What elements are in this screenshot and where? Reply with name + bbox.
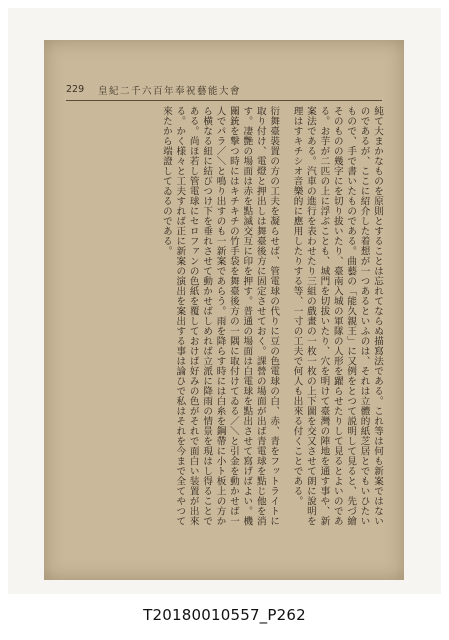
header-rule bbox=[66, 100, 382, 101]
image-caption: T20180010557_P262 bbox=[143, 606, 306, 624]
page-header bbox=[66, 84, 386, 104]
paragraph: 純て大まかなものを原則とすることは忘れてならぬ描寫法である。これ等は何も新案ではないのであるが、ここに紹介した着想が一つあるといふのは、それは立體的紙芝居とでもいひたいもので、手で書いたものである。曲藝の「能久親王」に又例をとつて説明して見ると、先づ繪そのものの幾字にを切り拔いたり、臺南入城の軍隊の人形を躍らせたりして見るとよいのである。お芋が二匹の上に浮ぶことも、城門を切拔いたり、穴を明けて臺灣の陣地を通す事や、新案法である。汽車の進行を表わせたり三組の戲畫の一枚一枚の上下圖を交又させて朗に說明を理はすキチシオ音樂的に應用したりする等、一寸の工夫で何人も出來る付くことである。 bbox=[291, 106, 383, 526]
running-title: 皇紀二千六百年奉祝藝能大會 bbox=[98, 86, 242, 97]
page-number: 229 bbox=[66, 84, 85, 95]
paragraph-gap bbox=[280, 106, 290, 526]
paragraph: 衍舞臺裝置の方の工夫を凝らせば、管電球の代りに豆の色電球の白、赤、青をフットライトに取り付け、電燈と押出しは舞臺後方に固定させておく。課營の場面が出ば青電球を點じ他を消す。凄艷の場面は赤を點滅交互に印を押す。普通の場面は白電球を點出させて寫げばよい。機關銃を撃つ時にはキチキチの竹手袋を舞臺後方の一隅に取付けてゐる／＼と引金を動かせば一人でパラ／＼と鳴り出すのも一新案であらう。雨を降らす時には白糸を鋼帶に小ト板上の方から横なる紐に結びつけ下を垂れさせて動かせばしめれば立派に降雨の情景を現はし得ることである。尚ほ若し管電球にセロファンの色紙を覆しておけば好みの色がそれで面白い装置が出來る。かく様々と工夫すれば正に新案の演出を案出する事は論ひで私はそれを今まで全てやつて來たから端證してゐるのである。 bbox=[160, 106, 280, 526]
book-page bbox=[44, 40, 404, 580]
body-text bbox=[66, 106, 384, 526]
